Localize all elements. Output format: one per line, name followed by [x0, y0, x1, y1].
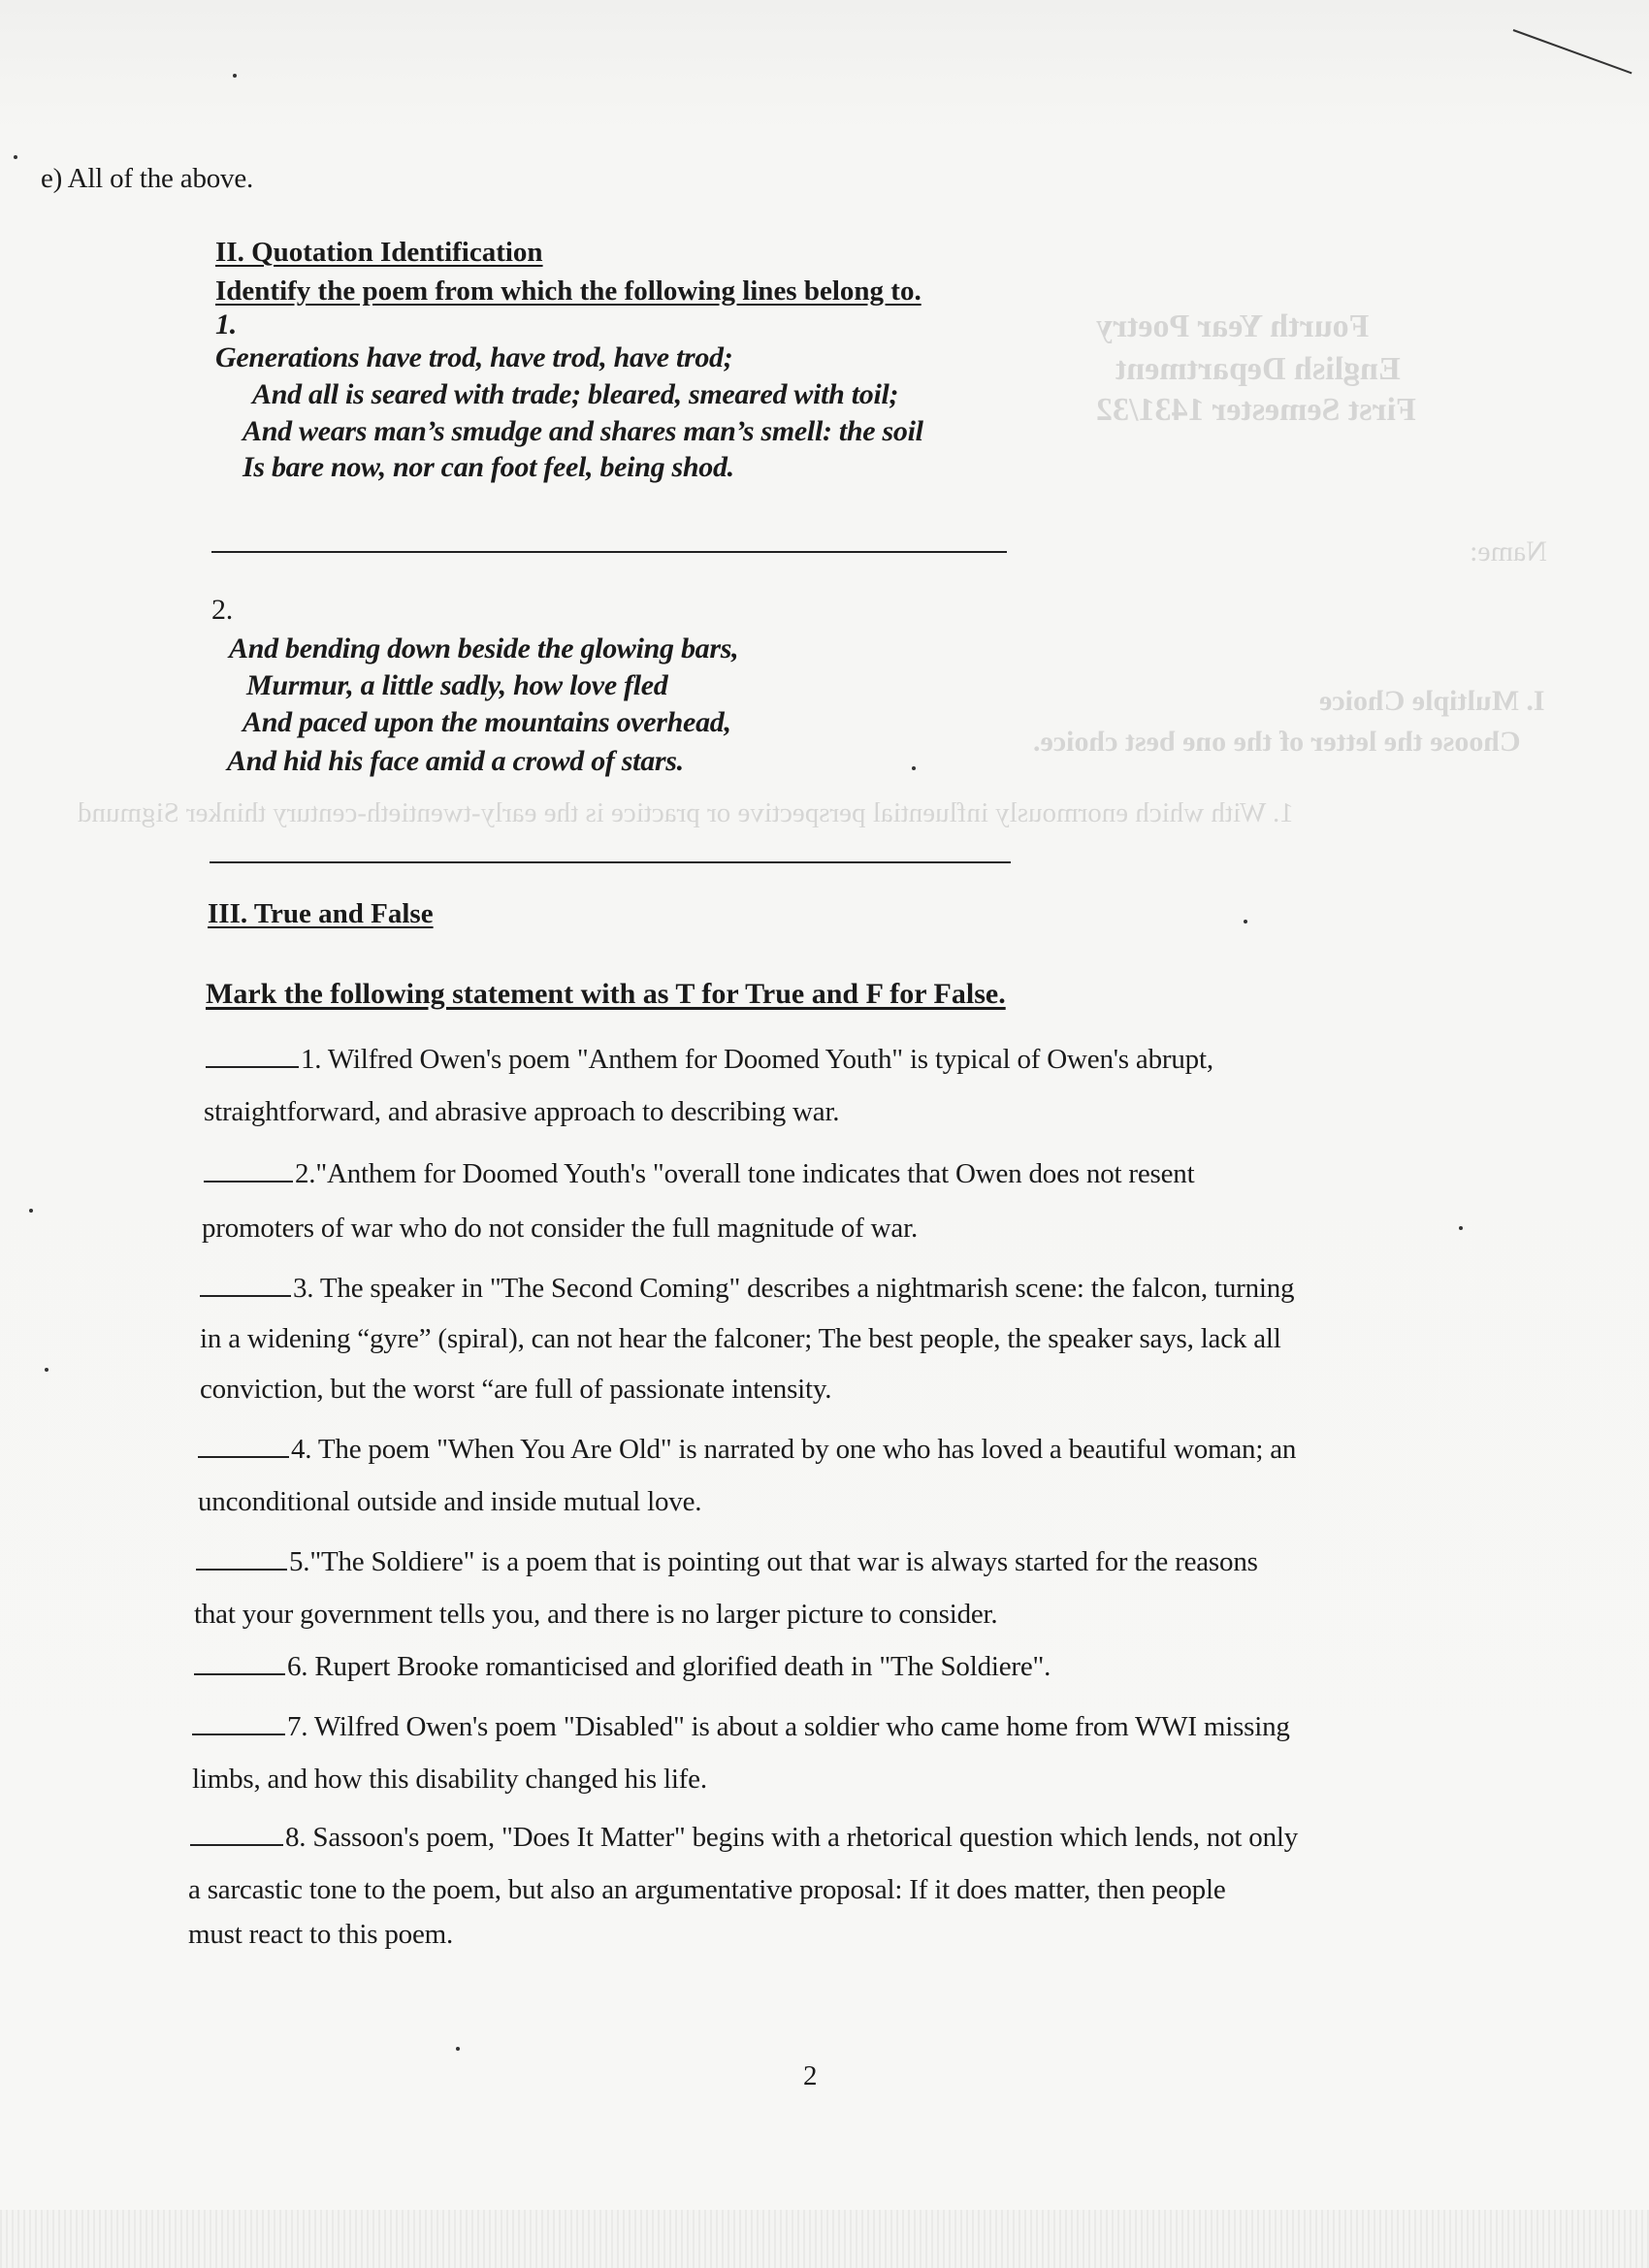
tf-item-1: 1. Wilfred Owen's poem "Anthem for Doomed Youth" is typical of Owen's abrupt, — [206, 1044, 1213, 1076]
tf-item-3: 3. The speaker in "The Second Coming" describes a nightmarish scene: the falcon, turning — [200, 1273, 1294, 1305]
scan-speck — [912, 766, 916, 770]
tf-item-3-continued-2: conviction, but the worst “are full of passionate intensity. — [200, 1374, 832, 1405]
quotation-1-line-2: And all is seared with trade; bleared, smeared with toil; — [252, 378, 899, 410]
tf-item-8-continued-1: a sarcastic tone to the poem, but also an argumentative proposal: If it does matter, then people — [188, 1874, 1226, 1905]
tf-item-8-continued-2: must react to this poem. — [188, 1919, 454, 1950]
previous-option-e: e) All of the above. — [41, 163, 254, 194]
quotation-2-line-3: And paced upon the mountains overhead, — [242, 706, 731, 738]
section-3-instruction: Mark the following statement with as T for True and F for False. — [206, 978, 1006, 1010]
tf-item-2-continued: promoters of war who do not consider the full magnitude of war. — [202, 1213, 919, 1244]
tf-item-5-answer-blank[interactable] — [196, 1568, 287, 1571]
scan-speck — [456, 2047, 460, 2051]
quotation-2-line-1: And bending down beside the glowing bars, — [229, 632, 739, 664]
tf-item-4-answer-blank[interactable] — [198, 1455, 289, 1458]
scan-speck — [1244, 920, 1247, 923]
showthrough-header-3: First Semester 1431/32 — [1096, 392, 1416, 428]
quotation-2-line-4: And hid his face amid a crowd of stars. — [227, 745, 684, 777]
quotation-2-number: 2. — [211, 594, 233, 626]
corner-crease — [1513, 29, 1633, 74]
showthrough-header-1: Fourth Year Poetry — [1096, 308, 1370, 344]
page-number: 2 — [803, 2060, 818, 2091]
tf-item-4: 4. The poem "When You Are Old" is narrated by one who has loved a beautiful woman; an — [198, 1434, 1296, 1466]
tf-item-5-continued: that your government tells you, and there is no larger picture to consider. — [194, 1599, 998, 1630]
section-2-instruction: Identify the poem from which the following lines belong to. — [215, 275, 922, 307]
showthrough-mc-instruction: Choose the letter of the one best choice. — [1033, 726, 1521, 758]
quotation-2-line-2: Murmur, a little sadly, how love fled — [246, 669, 668, 701]
tf-item-1-answer-blank[interactable] — [206, 1065, 299, 1068]
tf-item-4-continued: unconditional outside and inside mutual love. — [198, 1486, 702, 1517]
scan-speck — [45, 1368, 48, 1372]
tf-item-6-answer-blank[interactable] — [194, 1672, 285, 1675]
quotation-1-line-3: And wears man’s smudge and shares man’s smell: the soil — [242, 415, 923, 447]
tf-item-7-answer-blank[interactable] — [192, 1733, 285, 1735]
quotation-1-number: 1. — [215, 308, 237, 340]
quotation-1-line-1: Generations have trod, have trod, have trod; — [215, 341, 733, 373]
tf-item-7: 7. Wilfred Owen's poem "Disabled" is about a soldier who came home from WWI missing — [192, 1711, 1290, 1743]
quotation-2-answer-line[interactable] — [210, 861, 1011, 863]
tf-item-8: 8. Sassoon's poem, "Does It Matter" begins with a rhetorical question which lends, not only — [190, 1822, 1298, 1854]
tf-item-6: 6. Rupert Brooke romanticised and glorified death in "The Soldiere". — [194, 1651, 1051, 1683]
tf-item-8-answer-blank[interactable] — [190, 1843, 283, 1846]
tf-item-5: 5."The Soldiere" is a poem that is pointing out that war is always started for the reasons — [196, 1546, 1258, 1578]
scan-speck — [14, 155, 17, 159]
scan-speck — [29, 1209, 33, 1213]
scan-speck — [233, 74, 237, 78]
showthrough-header-2: English Department — [1116, 351, 1401, 387]
quotation-1-answer-line[interactable] — [211, 551, 1007, 553]
section-3-title: III. True and False — [208, 898, 434, 929]
showthrough-name: Name: — [1470, 535, 1547, 567]
tf-item-2: 2."Anthem for Doomed Youth's "overall tone indicates that Owen does not resent — [204, 1158, 1194, 1190]
showthrough-mc-title: I. Multiple Choice — [1319, 685, 1545, 717]
quotation-1-line-4: Is bare now, nor can foot feel, being shod. — [242, 451, 734, 483]
tf-item-1-continued: straightforward, and abrasive approach to describing war. — [204, 1096, 840, 1127]
section-2-title: II. Quotation Identification — [215, 237, 543, 268]
scan-speck — [1459, 1226, 1463, 1230]
scan-edge-band — [0, 2210, 1649, 2268]
showthrough-q1: 1. With which enormously influential perspective or practice is the early-twentieth-century thinker Sigmund — [78, 797, 1294, 828]
tf-item-7-continued: limbs, and how this disability changed his life. — [192, 1764, 707, 1795]
tf-item-3-continued-1: in a widening “gyre” (spiral), can not hear the falconer; The best people, the speaker says, lack all — [200, 1323, 1281, 1354]
tf-item-3-answer-blank[interactable] — [200, 1294, 291, 1297]
tf-item-2-answer-blank[interactable] — [204, 1180, 293, 1183]
